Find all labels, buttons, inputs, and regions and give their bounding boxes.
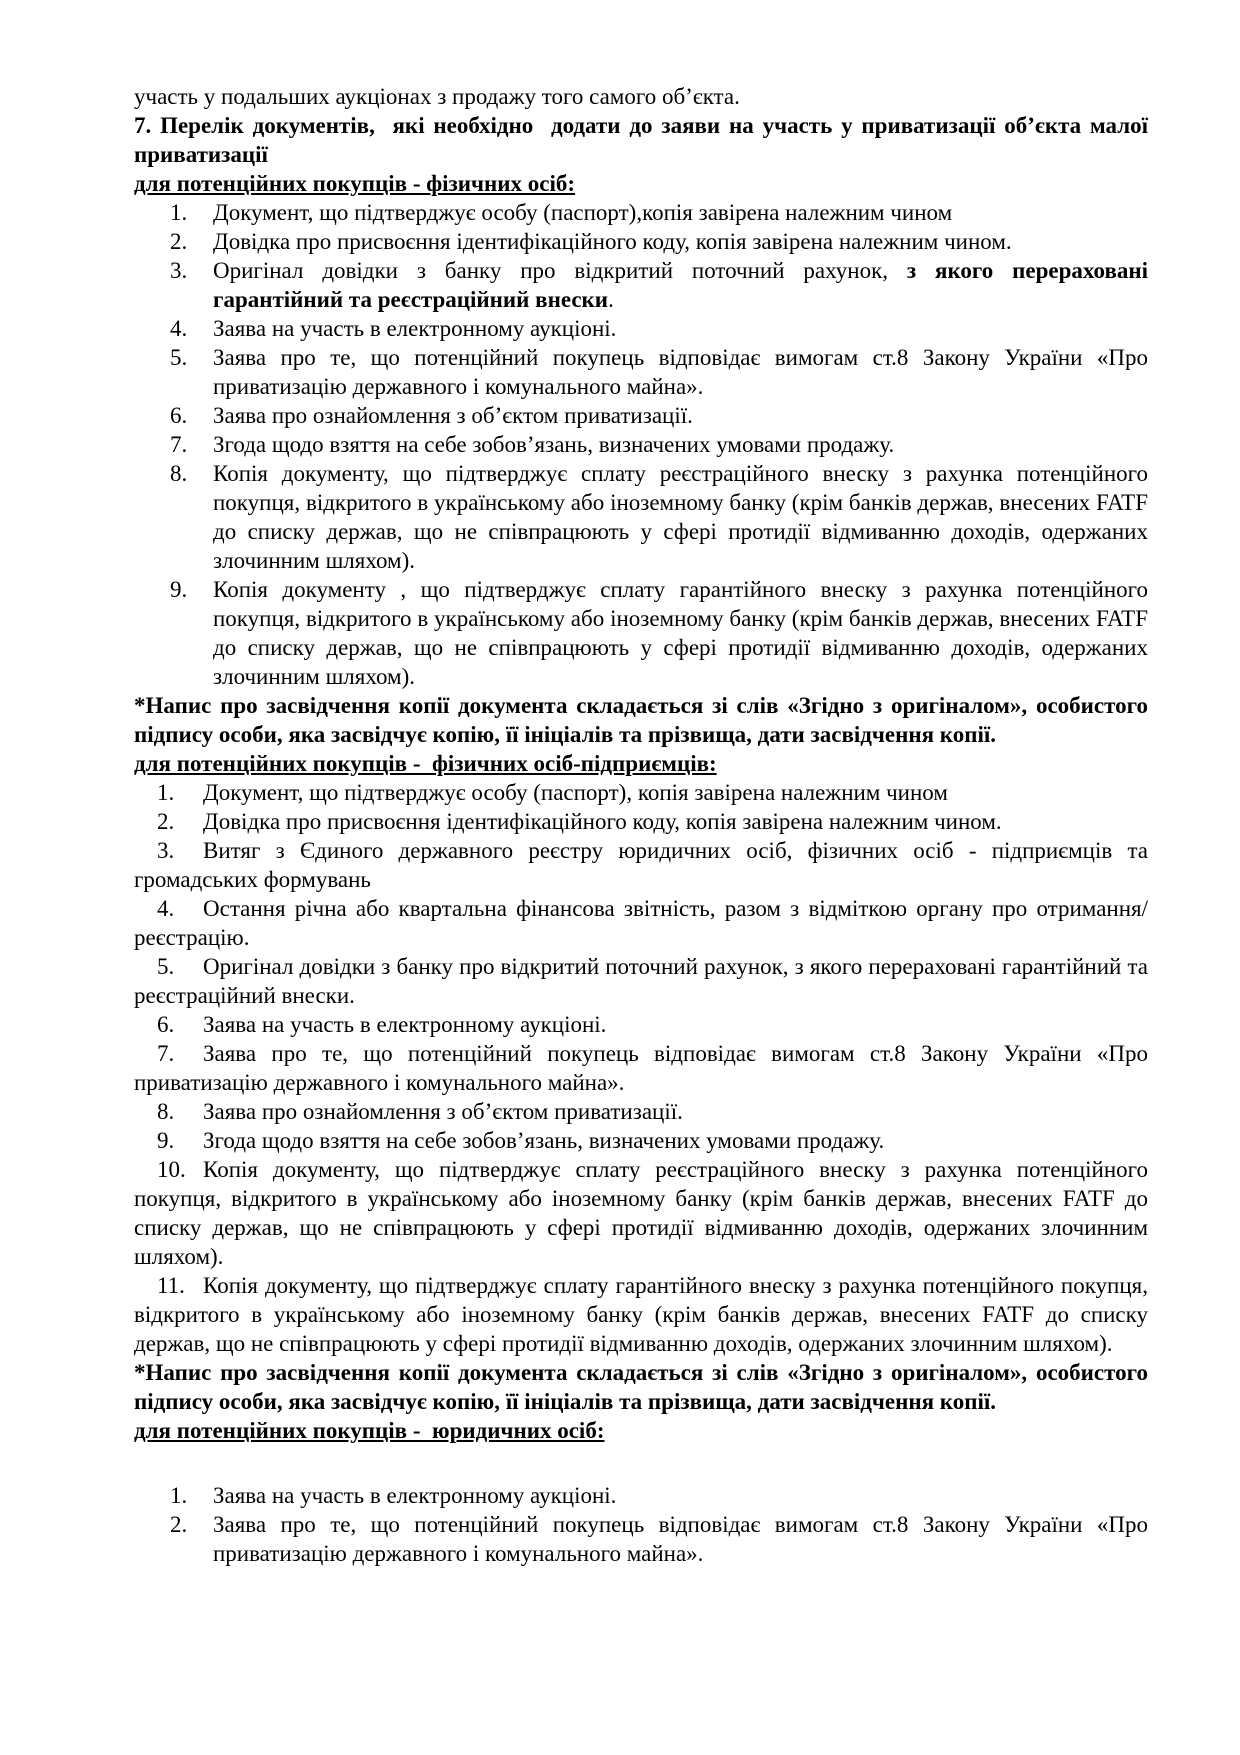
item-number: 3. — [170, 258, 188, 283]
group-heading-yurydychni-osoby: для потенційних покупців - юридичних осіб: — [134, 1418, 605, 1443]
item-number: 3. — [157, 838, 175, 863]
list-item: 11. Копія документу, що підтверджує сплату гарантійного внеску з рахунка потенційного покупця, відкритого в українському або іноземному банку (крім банків держав, внесених FATF до списку держав, що не співпрацюють у сфері протидії відмиванню доходів, одержаних злочинним шляхом). — [134, 1273, 1148, 1356]
list-item — [134, 1510, 1148, 1568]
item-number: 9. — [157, 1128, 175, 1153]
item-text: Згода щодо взяття на себе зобов’язань, визначених умовами продажу. — [213, 432, 895, 457]
list-item — [134, 343, 1148, 401]
item-number: 1. — [170, 200, 188, 225]
list-item — [134, 575, 1148, 691]
group-yurydychni-osoby — [134, 1416, 1148, 1568]
item-number: 6. — [157, 1012, 175, 1037]
item-text: Заява про те, що потенційний покупець відповідає вимогам ст.8 Закону України «Про приватизацію державного і комунального майна». — [213, 345, 1148, 399]
list-item: 6. Заява на участь в електронному аукціоні. — [157, 1012, 607, 1037]
list-item: 7. Заява про те, що потенційний покупець відповідає вимогам ст.8 Закону України «Про приватизацію державного і комунального майна». — [134, 1041, 1148, 1095]
list-item — [134, 256, 1148, 314]
buyer-groups — [134, 169, 1148, 1568]
group-fizychni-osoby-pidpryiemtsi — [134, 749, 1148, 1416]
item-number: 1. — [170, 1483, 188, 1508]
item-number: 5. — [157, 954, 175, 979]
item-number: 4. — [170, 316, 188, 341]
list-item: 4. Остання річна або квартальна фінансова звітність, разом з відміткою органу про отримання/реєстрацію. — [134, 896, 1148, 950]
intro-paragraph: участь у подальших аукціонах з продажу того самого об’єкта. — [134, 84, 740, 109]
item-number: 5. — [170, 345, 188, 370]
item-number: 7. — [157, 1041, 175, 1066]
group-fizychni-osoby — [134, 169, 1148, 749]
item-number: 7. — [170, 432, 188, 457]
group-list-fizychni-osoby — [134, 198, 1148, 691]
item-text: Копія документу , що підтверджує сплату гарантійного внеску з рахунка потенційного покупця, відкритого в українському або іноземному банку (крім банків держав, внесених FATF до списку держав, що не співпрацюють у сфері протидії відмиванню доходів, одержаних злочинним шляхом). — [213, 577, 1148, 689]
group-list-yurydychni-osoby — [134, 1481, 1148, 1568]
list-item: 3. Витяг з Єдиного державного реєстру юридичних осіб, фізичних осіб - підприємців та громадських формувань — [134, 838, 1148, 892]
list-item — [134, 459, 1148, 575]
item-number: 10. — [157, 1157, 186, 1182]
list-item — [134, 198, 1148, 227]
list-item: 10. Копія документу, що підтверджує сплату реєстраційного внеску з рахунка потенційного покупця, відкритого в українському або іноземному банку (крім банків держав, внесених FATF до списку держав, що не співпрацюють у сфері протидії відмиванню доходів, одержаних злочинним шляхом). — [134, 1157, 1148, 1269]
item-number: 9. — [170, 577, 188, 602]
group-list-fizychni-osoby-pidpryiemtsi — [134, 778, 1148, 1358]
list-item — [134, 401, 1148, 430]
item-number: 2. — [170, 1512, 188, 1537]
item-number: 2. — [157, 809, 175, 834]
list-item — [134, 314, 1148, 343]
item-text: Копія документу, що підтверджує сплату реєстраційного внеску з рахунка потенційного покупця, відкритого в українському або іноземному банку (крім банків держав, внесених FATF до списку держав, що не співпрацюють у сфері протидії відмиванню доходів, одержаних злочинним шляхом). — [213, 461, 1148, 573]
item-number: 4. — [157, 896, 175, 921]
list-item — [134, 430, 1148, 459]
item-number: 8. — [157, 1099, 175, 1124]
item-text: Довідка про присвоєння ідентифікаційного коду, копія завірена належним чином. — [213, 229, 1012, 254]
list-item — [134, 227, 1148, 256]
certification-note-fizychni-osoby: *Напис про засвідчення копії документа складається зі слів «Згідно з оригіналом», особистого підпису особи, яка засвідчує копію, її ініціалів та прізвища, дати засвідчення копії. — [134, 693, 1148, 747]
item-text: Заява про ознайомлення з об’єктом приватизації. — [213, 403, 693, 428]
section-7-title: 7. Перелік документів, які необхідно додати до заяви на участь у приватизації об’єкта малої приватизації — [134, 113, 1154, 167]
item-number: 1. — [157, 780, 175, 805]
item-text: Заява на участь в електронному аукціоні. — [213, 316, 617, 341]
list-item — [134, 1481, 1148, 1510]
group-heading-fizychni-osoby: для потенційних покупців - фізичних осіб: — [134, 171, 576, 196]
item-number: 11. — [157, 1273, 185, 1298]
list-item: 1. Документ, що підтверджує особу (паспорт), копія завірена належним чином — [157, 780, 948, 805]
item-text: Заява на участь в електронному аукціоні. — [213, 1483, 617, 1508]
item-number: 6. — [170, 403, 188, 428]
item-text-bold: з якого перераховані гарантійний та реєстраційний внески — [213, 258, 1149, 312]
list-item: 9. Згода щодо взяття на себе зобов’язань, визначених умовами продажу. — [157, 1128, 885, 1153]
list-item: 2. Довідка про присвоєння ідентифікаційного коду, копія завірена належним чином. — [157, 809, 1002, 834]
item-number: 8. — [170, 461, 188, 486]
item-text: Документ, що підтверджує особу (паспорт),копія завірена належним чином — [213, 200, 953, 225]
certification-note-fizychni-osoby-pidpryiemtsi: *Напис про засвідчення копії документа складається зі слів «Згідно з оригіналом», особистого підпису особи, яка засвідчує копію, її ініціалів та прізвища, дати засвідчення копії. — [134, 1360, 1148, 1414]
item-text: Оригінал довідки з банку про відкритий поточний рахунок, з якого перераховані гарантійний та реєстраційний внески. — [213, 258, 1149, 312]
item-text: Заява про те, що потенційний покупець відповідає вимогам ст.8 Закону України «Про приватизацію державного і комунального майна». — [213, 1512, 1148, 1566]
list-item: 8. Заява про ознайомлення з об’єктом приватизації. — [157, 1099, 683, 1124]
item-number: 2. — [170, 229, 188, 254]
group-heading-fizychni-osoby-pidpryiemtsi: для потенційних покупців - фізичних осіб-підприємців: — [134, 751, 717, 776]
list-item: 5. Оригінал довідки з банку про відкритий поточний рахунок, з якого перераховані гарантійний та реєстраційний внески. — [134, 954, 1148, 1008]
